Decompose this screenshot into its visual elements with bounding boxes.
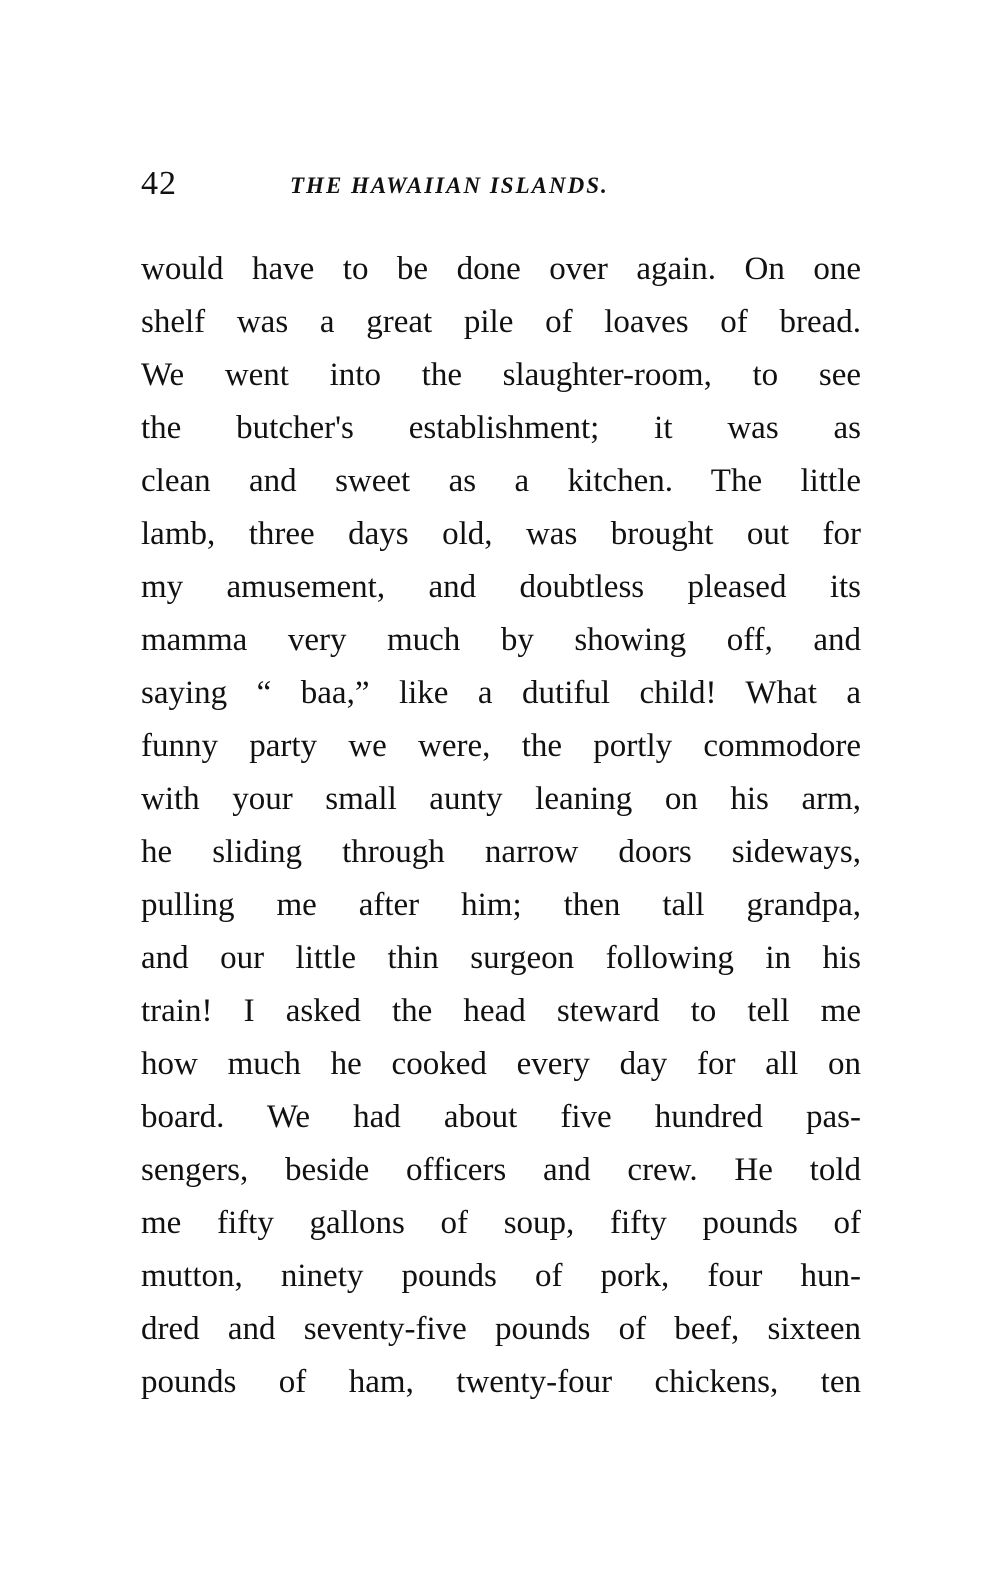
text-line: me fifty gallons of soup, fifty pounds of (141, 1205, 861, 1241)
body-text (141, 243, 861, 1409)
page-number: 42 (141, 165, 177, 202)
text-line: shelf was a great pile of loaves of bread. (141, 304, 861, 340)
text-line: board. We had about five hundred pas- (141, 1099, 861, 1135)
running-title: THE HAWAIIAN ISLANDS. (290, 173, 609, 198)
text-line: sengers, beside officers and crew. He told (141, 1152, 861, 1188)
text-line: with your small aunty leaning on his arm, (141, 781, 861, 817)
text-line: the butcher's establishment; it was as (141, 410, 861, 446)
text-line: dred and seventy-five pounds of beef, sixteen (141, 1311, 861, 1347)
text-line: would have to be done over again. On one (141, 251, 861, 287)
text-line: mutton, ninety pounds of pork, four hun- (141, 1258, 861, 1294)
running-head (141, 160, 861, 208)
text-line: funny party we were, the portly commodore (141, 728, 861, 764)
text-line: mamma very much by showing off, and (141, 622, 861, 658)
text-line: We went into the slaughter-room, to see (141, 357, 861, 393)
text-line: pulling me after him; then tall grandpa, (141, 887, 861, 923)
text-line: saying “ baa,” like a dutiful child! What a (141, 675, 861, 711)
text-line: he sliding through narrow doors sideways, (141, 834, 861, 870)
text-line: pounds of ham, twenty-four chickens, ten (141, 1364, 861, 1400)
text-line: and our little thin surgeon following in his (141, 940, 861, 976)
text-line: train! I asked the head steward to tell me (141, 993, 861, 1029)
text-line: how much he cooked every day for all on (141, 1046, 861, 1082)
text-line: clean and sweet as a kitchen. The little (141, 463, 861, 499)
text-line: my amusement, and doubtless pleased its (141, 569, 861, 605)
text-line: lamb, three days old, was brought out for (141, 516, 861, 552)
